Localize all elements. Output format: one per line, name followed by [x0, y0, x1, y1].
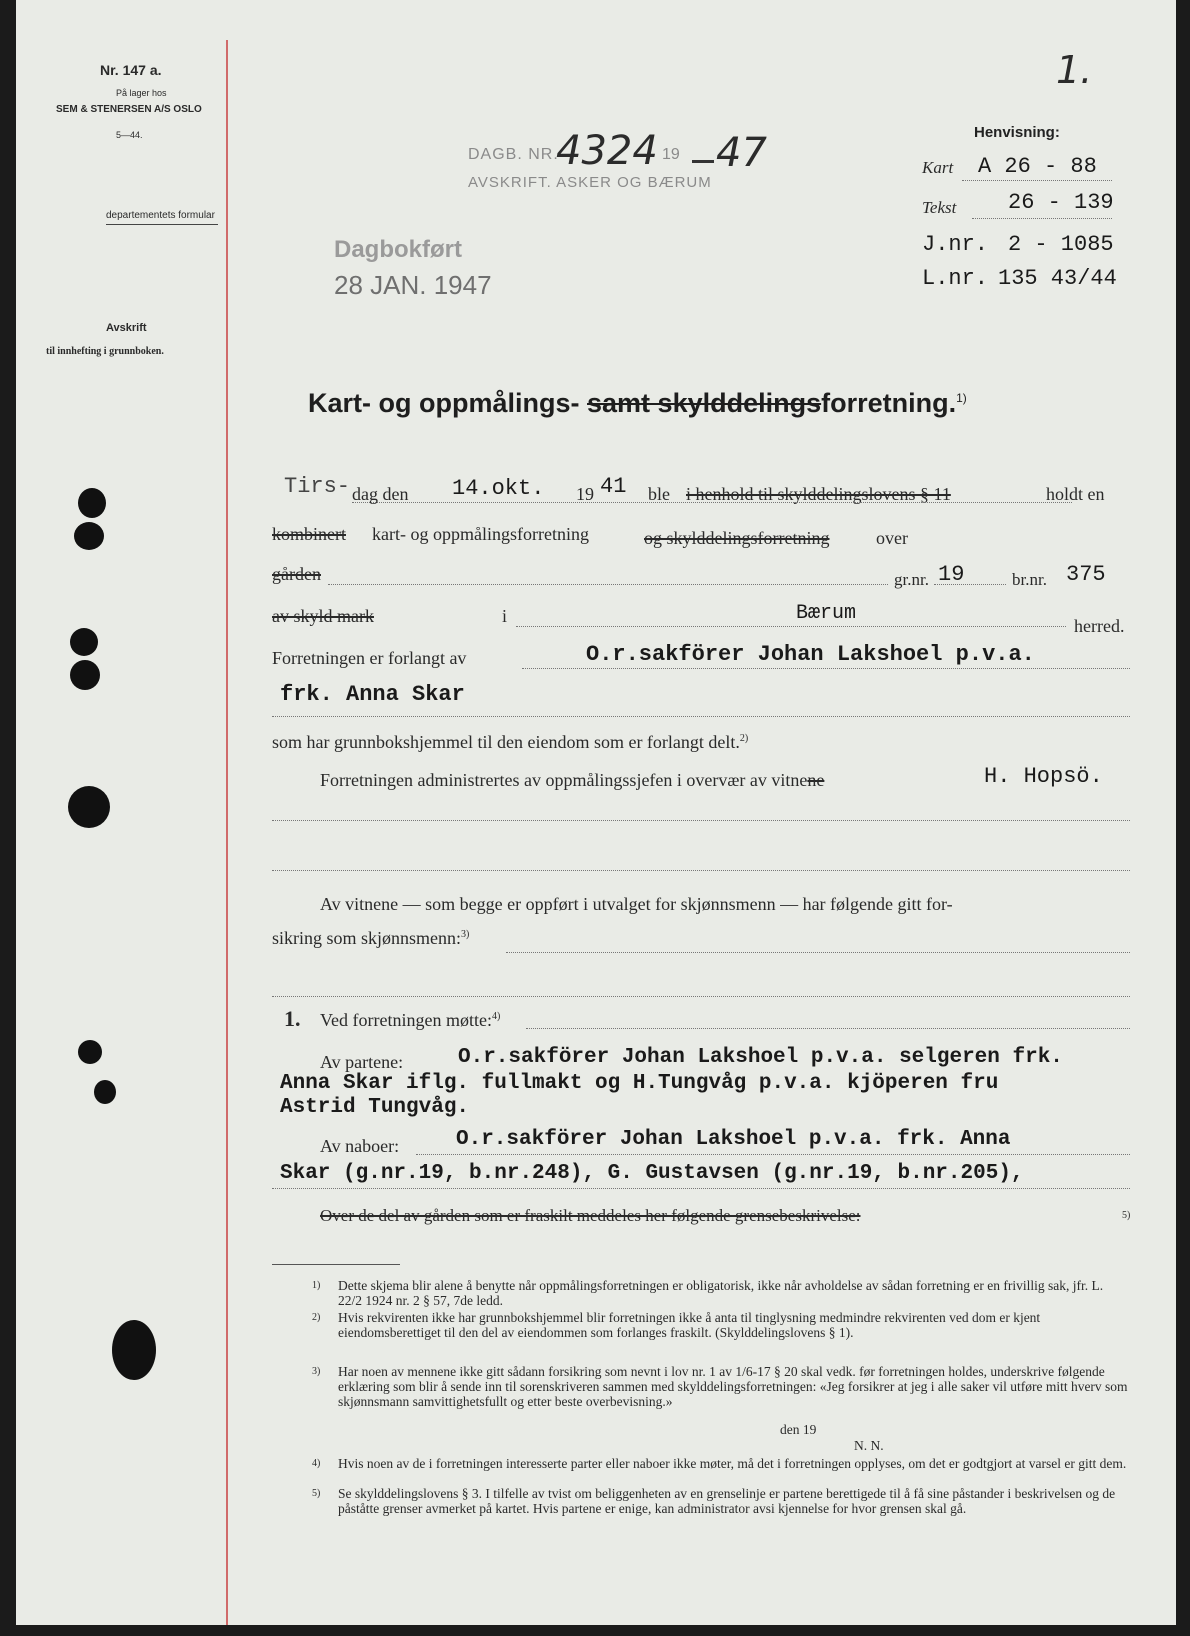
footnote-text: Har noen av mennene ikke gitt sådann forsikring som nevnt i lov nr. 1 av 1/6-17 § 20 skal vedk. før forretningen holdes, underskrive følgende erklæring som blir å sende inn til sorenskriveren sammen med skylddelingsforretningen: «Jeg forsikrer at jeg i alle saker vil utføre mitt hverv som skjønnsmann samvittighetsfullt og etter beste overbevisning.»: [338, 1364, 1128, 1409]
reference-jnr-label: J.nr.: [922, 232, 989, 257]
item1-num: 1.: [284, 1006, 301, 1031]
text-witnesses2: [272, 928, 469, 949]
administered-text: Forretningen administrertes av oppmålingssjefen i overvær av vitne: [320, 770, 808, 790]
footnote-text: Hvis rekvirenten ikke har grunnbokshjemmel blir forretningen ikke å anta til tinglysning medmindre rekvirenten ved dom er kjent eiendomsberettiget til den del av eiendommen som forlanges fraskilt. (Skylddelingslovens § 1).: [338, 1310, 1041, 1340]
form-number: Nr. 147 a.: [100, 62, 162, 78]
title-part2: forretning.: [821, 388, 957, 418]
footnote-3-ref: 3): [461, 929, 470, 940]
boundary-text: Over de del av gården som er fraskilt meddeles her følgende grensebeskrivelse:: [320, 1206, 861, 1225]
witnesses2-text: sikring som skjønnsmenn:: [272, 928, 462, 948]
text-19: 19: [576, 484, 594, 504]
struck-ne: ne: [807, 770, 825, 790]
diary-year-prefix: 19: [662, 146, 680, 163]
recorded-stamp-label: Dagbokført: [334, 236, 462, 263]
footnote-text: Dette skjema blir alene å benytte når oppmålingsforretningen er obligatorisk, ikke når avholdelse av sådan forretning er en frivillig sak, jfr. L. 22/2 1924 nr. 2 § 57, 7de ledd.: [338, 1278, 1104, 1308]
requester-line1: O.r.sakförer Johan Lakshoel p.v.a.: [586, 642, 1035, 667]
requester-line2: frk. Anna Skar: [280, 682, 465, 707]
department-form: departementets formular: [106, 210, 215, 221]
text-kart-opp: kart- og oppmålingsforretning: [372, 524, 589, 544]
struck-skyld-mark: av skyld mark: [272, 606, 374, 626]
parties-line2: Anna Skar iflg. fullmakt og H.Tungvåg p.v.a. kjöperen fru: [280, 1072, 999, 1095]
text-over: over: [876, 528, 908, 548]
year-hand: 41: [600, 474, 627, 499]
reference-heading: Henvisning:: [974, 124, 1060, 141]
document-page: [16, 0, 1176, 1625]
punch-hole: [74, 522, 104, 550]
margin-rule: [226, 40, 228, 1625]
weekday-hand: Tirs-: [284, 474, 351, 499]
footnote-num: 2): [312, 1312, 321, 1323]
reference-jnr-value: 2 - 1085: [1008, 232, 1114, 257]
neighbours-line1: O.r.sakförer Johan Lakshoel p.v.a. frk. Anna: [456, 1128, 1011, 1151]
footnote-4-ref: 4): [491, 1011, 501, 1022]
reference-tekst-value: 26 - 139: [1008, 190, 1114, 215]
text-grnr: gr.nr.: [894, 570, 929, 589]
title-footnote: 1): [956, 391, 967, 405]
neighbours-line2: Skar (g.nr.19, b.nr.248), G. Gustavsen (g.nr.19, b.nr.205),: [280, 1162, 1024, 1185]
text-requested: Forretningen er forlangt av: [272, 648, 467, 668]
publisher-line2: SEM & STENERSEN A/S OSLO: [56, 104, 202, 115]
reference-kart-value: A 26 - 88: [978, 154, 1097, 179]
diary-stamp-label: DAGB. NR.: [468, 146, 559, 163]
parties-line1: O.r.sakförer Johan Lakshoel p.v.a. selgeren frk.: [458, 1046, 1063, 1069]
punch-hole: [70, 628, 98, 656]
brnr-value: 375: [1066, 562, 1106, 587]
attended-text: Ved forretningen møtte:: [320, 1010, 492, 1030]
struck-kombinert: kombinert: [272, 524, 346, 544]
punch-hole: [70, 660, 100, 690]
footnote-text: Hvis noen av de i forretningen interesserte parter eller naboer ikke møter, må det i forretningen opplyses, om det er godtgjort at varsel er gitt dem.: [338, 1456, 1127, 1471]
footnote-separator: [272, 1264, 400, 1265]
footnote-4: [312, 1456, 1128, 1471]
punch-hole: [112, 1320, 156, 1380]
form-edition: 5—44.: [116, 130, 143, 140]
recorded-stamp-date: 28 JAN. 1947: [334, 270, 492, 300]
struck-garden: gården: [272, 564, 321, 584]
date-hand: 14.okt.: [452, 476, 545, 501]
text-attended: [320, 1010, 500, 1031]
struck-boundary: [320, 1206, 861, 1226]
text-hjemmel: [272, 732, 748, 753]
footnote-1: [312, 1278, 1128, 1308]
reference-tekst-label: Tekst: [922, 198, 957, 217]
municipality: Bærum: [796, 602, 857, 625]
footnote-3-signature: [854, 1438, 954, 1453]
hjemmel-text: som har grunnbokshjemmel til den eiendom som er forlangt delt.: [272, 732, 740, 752]
text-brnr: br.nr.: [1012, 570, 1047, 589]
footnote-num: 1): [312, 1280, 321, 1291]
copy-purpose: til innhefting i grunnboken.: [46, 346, 164, 357]
diary-office: AVSKRIFT. ASKER OG BÆRUM: [468, 174, 712, 191]
footnote-2-ref: 2): [739, 733, 749, 744]
reference-lnr-value: 135 43/44: [998, 266, 1117, 291]
footnote-num: 4): [312, 1458, 321, 1469]
reference-lnr-label: L.nr.: [922, 266, 989, 291]
document-title: [308, 388, 967, 419]
copy-label: Avskrift: [106, 322, 147, 334]
text-parties: Av partene:: [320, 1052, 404, 1072]
text-witnesses1: Av vitnene — som begge er oppført i utvalget for skjønnsmenn — har følgende gitt for-: [320, 894, 953, 914]
punch-hole: [78, 1040, 102, 1064]
reference-kart-label: Kart: [922, 158, 954, 177]
text-holdt-en: holdt en: [1046, 484, 1105, 504]
department-rule: [106, 224, 218, 225]
footnote-signature-text: N. N.: [854, 1438, 884, 1453]
diary-dash: [692, 160, 714, 163]
parties-line3: Astrid Tungvåg.: [280, 1096, 470, 1119]
punch-hole: [94, 1080, 116, 1104]
footnote-num: 3): [312, 1366, 321, 1377]
grnr-value: 19: [938, 562, 965, 587]
footnote-3: [312, 1364, 1128, 1409]
punch-hole: [68, 786, 110, 828]
text-administered: [320, 770, 824, 791]
footnote-num: 5): [312, 1488, 321, 1499]
text-i: i: [502, 606, 508, 626]
text-dag-den: dag den: [352, 484, 409, 504]
diary-number: 4324: [556, 128, 658, 174]
page-number: 1.: [1056, 48, 1093, 92]
publisher-line1: På lager hos: [116, 88, 167, 98]
punch-hole: [78, 488, 106, 518]
witness-name: H. Hopsö.: [984, 764, 1103, 789]
text-ble: ble: [648, 484, 670, 504]
struck-law: i henhold til skylddelingslovens § 11: [686, 484, 951, 504]
text-neighbours: Av naboer:: [320, 1136, 400, 1156]
footnote-date-text: den 19: [780, 1422, 817, 1437]
diary-year: 47: [716, 130, 767, 176]
title-part1: Kart- og oppmålings-: [308, 388, 580, 418]
footnote-5-ref: 5): [1122, 1210, 1131, 1221]
footnote-3-date: [780, 1422, 980, 1437]
title-struck: samt skylddelings: [587, 388, 822, 418]
text-herred: herred.: [1074, 616, 1125, 636]
struck-skyld: og skylddelingsforretning: [644, 528, 830, 548]
footnote-5: [312, 1486, 1128, 1516]
footnote-2: [312, 1310, 1128, 1340]
footnote-text: Se skylddelingslovens § 3. I tilfelle av tvist om beliggenheten av en grenselinje er partene berettigede til å få sine påstander i beskrivelsen og de påståtte grenser avmerket på kartet. Hvis partene er enige, kan administrator avsi kjennelse for hvor grensen skal gå.: [338, 1486, 1116, 1516]
